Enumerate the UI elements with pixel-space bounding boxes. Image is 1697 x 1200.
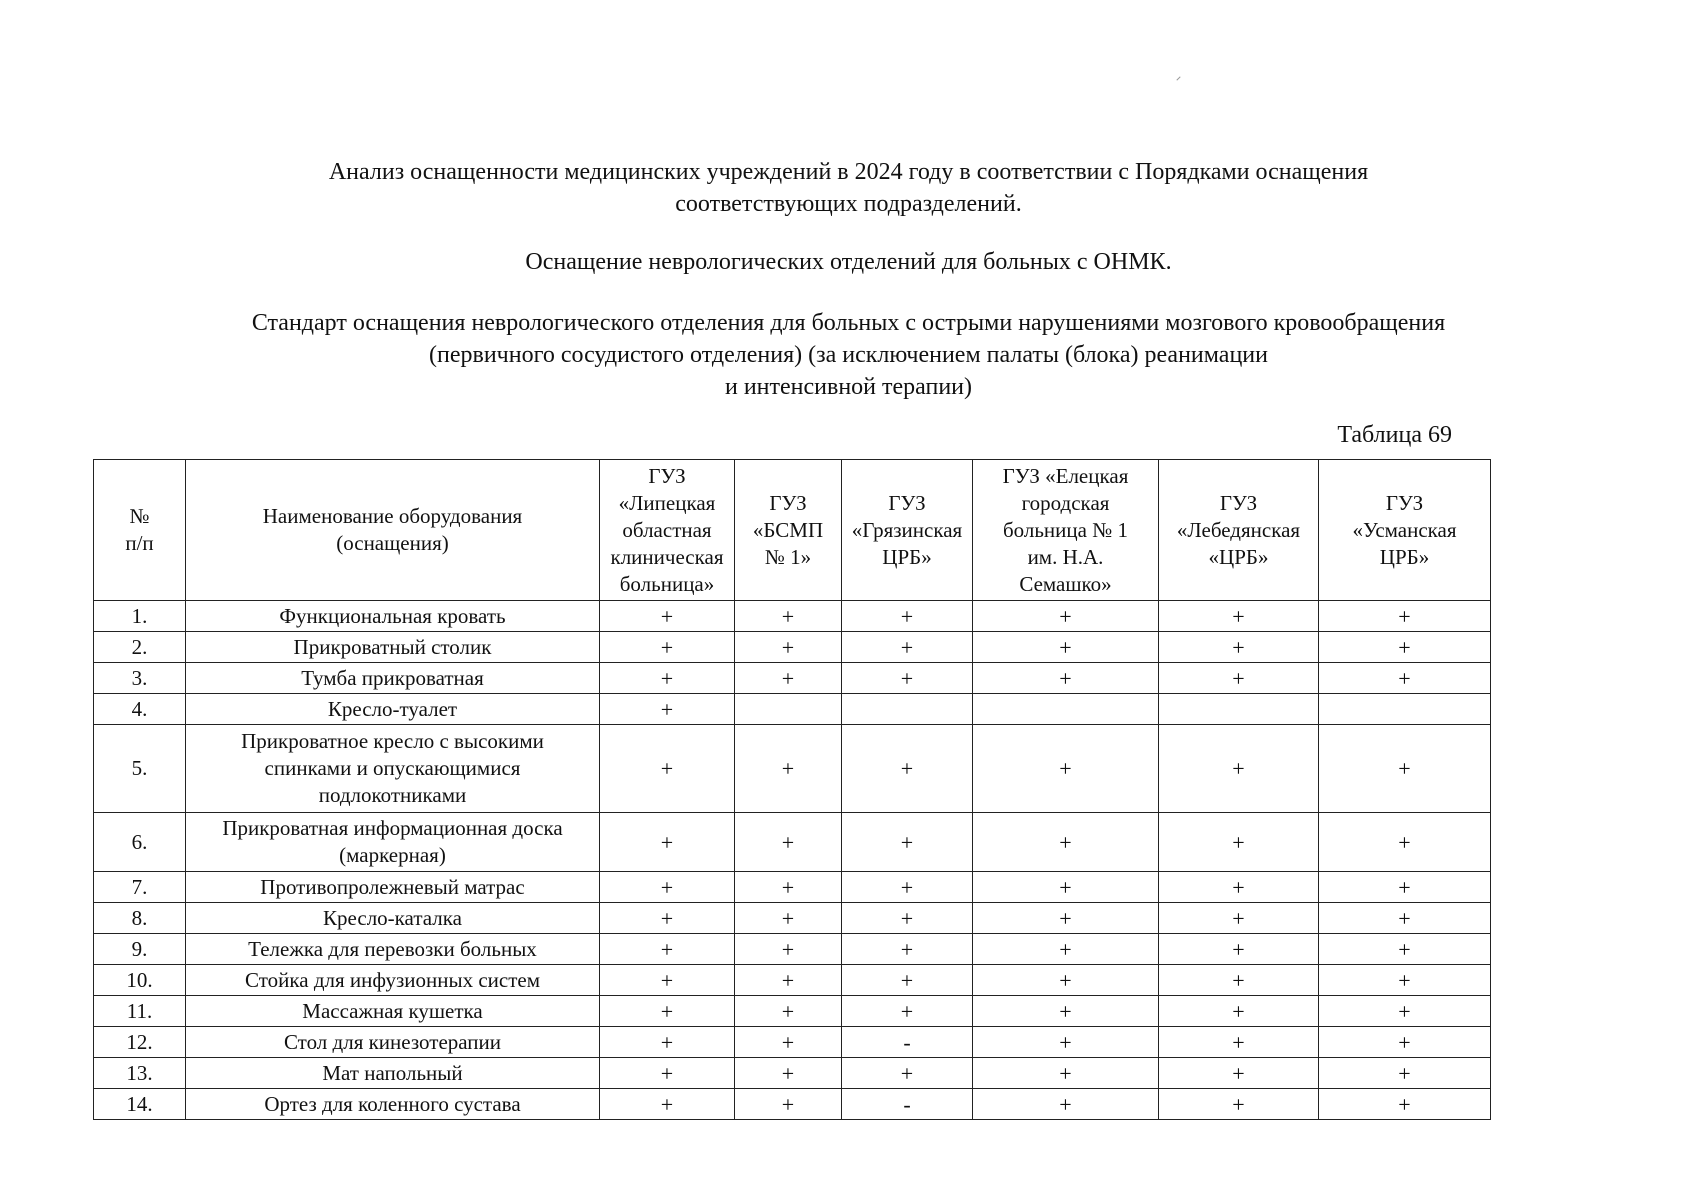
availability-mark: + — [735, 725, 842, 813]
header-h2 — [735, 460, 842, 601]
availability-mark: + — [600, 996, 735, 1027]
availability-mark: + — [842, 601, 973, 632]
row-number: 11. — [94, 996, 186, 1027]
document-subtitle: Оснащение неврологических отделений для больных с ОНМК. — [525, 249, 1172, 275]
equipment-name — [186, 663, 600, 694]
row-number: 10. — [94, 965, 186, 996]
header-line: больница» — [619, 571, 715, 596]
availability-mark: + — [973, 965, 1159, 996]
availability-mark: + — [600, 872, 735, 903]
scan-artifact — [1176, 76, 1180, 80]
availability-mark: + — [1159, 996, 1319, 1027]
availability-mark — [735, 694, 842, 725]
equipment-name-line: Тележка для перевозки больных — [248, 936, 537, 961]
equipment-name — [186, 903, 600, 934]
header-line: городская — [1021, 490, 1110, 515]
equipment-name-line: Стойка для инфузионных систем — [245, 967, 540, 992]
header-line: областная — [622, 517, 712, 542]
table-row — [94, 965, 1491, 996]
availability-mark: + — [1159, 934, 1319, 965]
availability-mark: - — [842, 1027, 973, 1058]
table-row — [94, 872, 1491, 903]
row-number: 9. — [94, 934, 186, 965]
header-line: ГУЗ — [648, 463, 686, 488]
row-number: 8. — [94, 903, 186, 934]
row-number: 5. — [94, 725, 186, 813]
availability-mark: + — [973, 1058, 1159, 1089]
availability-mark: + — [600, 813, 735, 872]
availability-mark: + — [1319, 1089, 1491, 1120]
header-line: ЦРБ» — [882, 544, 932, 569]
header-h5 — [1159, 460, 1319, 601]
availability-mark: + — [1319, 725, 1491, 813]
availability-mark: + — [842, 903, 973, 934]
availability-mark: + — [600, 1089, 735, 1120]
availability-mark: + — [842, 813, 973, 872]
availability-mark — [1159, 694, 1319, 725]
availability-mark: + — [600, 725, 735, 813]
availability-mark: + — [1319, 632, 1491, 663]
availability-mark — [973, 694, 1159, 725]
equipment-name-line: Прикроватный столик — [293, 634, 492, 659]
availability-mark: + — [1159, 813, 1319, 872]
equipment-name — [186, 1089, 600, 1120]
table-row — [94, 601, 1491, 632]
availability-mark: + — [1159, 1058, 1319, 1089]
availability-mark: + — [735, 903, 842, 934]
table-row — [94, 996, 1491, 1027]
equipment-name-line: Прикроватное кресло с высокими — [241, 729, 544, 753]
availability-mark: + — [600, 903, 735, 934]
equipment-name — [186, 813, 600, 872]
equipment-name-line: Ортез для коленного сустава — [264, 1091, 521, 1116]
header-line: ГУЗ — [769, 490, 807, 515]
header-line: «ЦРБ» — [1208, 544, 1269, 569]
availability-mark — [842, 694, 973, 725]
header-line: «Усманская — [1352, 517, 1457, 542]
header-line: ГУЗ «Елецкая — [1002, 463, 1129, 488]
row-number: 3. — [94, 663, 186, 694]
table-row — [94, 903, 1491, 934]
availability-mark: + — [1319, 663, 1491, 694]
availability-mark: + — [735, 632, 842, 663]
availability-mark: + — [1319, 965, 1491, 996]
equipment-name-line: Мат напольный — [322, 1060, 463, 1085]
availability-mark: + — [735, 663, 842, 694]
header-h6 — [1319, 460, 1491, 601]
table-row — [94, 1089, 1491, 1120]
table-label: Таблица 69 — [1337, 422, 1452, 448]
equipment-name — [186, 694, 600, 725]
equipment-name — [186, 601, 600, 632]
availability-mark: + — [735, 601, 842, 632]
equipment-name — [186, 965, 600, 996]
table-row — [94, 632, 1491, 663]
equipment-name — [186, 725, 600, 813]
availability-mark: + — [973, 632, 1159, 663]
availability-mark: + — [1319, 996, 1491, 1027]
availability-mark: + — [600, 1058, 735, 1089]
availability-mark: + — [973, 1027, 1159, 1058]
equipment-name-line: спинками и опускающимися — [264, 756, 521, 780]
document-title — [0, 156, 1697, 220]
availability-mark: + — [1159, 903, 1319, 934]
header-line: п/п — [125, 531, 154, 555]
equipment-name-line: Массажная кушетка — [302, 998, 483, 1023]
availability-mark: + — [1319, 903, 1491, 934]
header-h1 — [600, 460, 735, 601]
availability-mark: + — [1159, 601, 1319, 632]
header-line: «Грязинская — [851, 517, 963, 542]
availability-mark: + — [1159, 872, 1319, 903]
availability-mark: + — [842, 965, 973, 996]
equipment-name — [186, 632, 600, 663]
availability-mark: + — [973, 725, 1159, 813]
equipment-name-line: Противопролежневый матрас — [260, 874, 525, 899]
table-body — [94, 601, 1491, 1120]
equipment-name-line: Тумба прикроватная — [301, 665, 484, 690]
availability-mark: + — [1319, 813, 1491, 872]
availability-mark: + — [1159, 632, 1319, 663]
header-line: № — [129, 504, 150, 528]
availability-mark: + — [735, 1027, 842, 1058]
table-row — [94, 725, 1491, 813]
row-number: 7. — [94, 872, 186, 903]
availability-mark: + — [735, 1089, 842, 1120]
availability-mark: + — [600, 965, 735, 996]
availability-mark: - — [842, 1089, 973, 1120]
table-row — [94, 934, 1491, 965]
availability-mark: + — [973, 1089, 1159, 1120]
table-row — [94, 694, 1491, 725]
availability-mark: + — [1319, 934, 1491, 965]
header-line: Семашко» — [1019, 571, 1112, 596]
header-line: больница № 1 — [1002, 517, 1129, 542]
availability-mark: + — [842, 663, 973, 694]
header-h3 — [842, 460, 973, 601]
row-number: 1. — [94, 601, 186, 632]
header-h4 — [973, 460, 1159, 601]
standard-line-2: (первичного сосудистого отделения) (за исключением палаты (блока) реанимации — [429, 342, 1268, 368]
header-line: ГУЗ — [1385, 490, 1424, 515]
equipment-name-line: Кресло-каталка — [323, 905, 462, 930]
availability-mark: + — [600, 1027, 735, 1058]
header-line: Наименование оборудования — [262, 504, 523, 528]
availability-mark: + — [842, 934, 973, 965]
availability-mark: + — [600, 601, 735, 632]
equipment-name-line: Кресло-туалет — [327, 696, 458, 721]
header-line: «Лебедянская — [1176, 517, 1301, 542]
row-number: 6. — [94, 813, 186, 872]
table-row — [94, 813, 1491, 872]
availability-mark: + — [842, 632, 973, 663]
availability-mark: + — [973, 663, 1159, 694]
availability-mark: + — [842, 1058, 973, 1089]
availability-mark: + — [600, 663, 735, 694]
availability-mark: + — [600, 934, 735, 965]
table-row — [94, 663, 1491, 694]
availability-mark: + — [600, 694, 735, 725]
row-number: 14. — [94, 1089, 186, 1120]
availability-mark: + — [1159, 1089, 1319, 1120]
header-line: им. Н.А. — [1027, 544, 1104, 569]
availability-mark: + — [973, 813, 1159, 872]
header-line: (оснащения) — [336, 531, 449, 555]
row-number: 12. — [94, 1027, 186, 1058]
equipment-name-line: Функциональная кровать — [279, 603, 506, 628]
row-number: 2. — [94, 632, 186, 663]
equipment-name — [186, 872, 600, 903]
availability-mark: + — [973, 601, 1159, 632]
header-name — [186, 460, 600, 601]
availability-mark: + — [973, 903, 1159, 934]
availability-mark: + — [1159, 663, 1319, 694]
availability-mark: + — [973, 872, 1159, 903]
availability-mark: + — [735, 1058, 842, 1089]
availability-mark: + — [735, 934, 842, 965]
availability-mark: + — [735, 965, 842, 996]
standard-heading — [0, 307, 1697, 403]
equipment-name — [186, 1027, 600, 1058]
equipment-name-line: подлокотниками — [318, 783, 467, 807]
availability-mark: + — [600, 632, 735, 663]
header-line: клиническая — [610, 544, 724, 569]
equipment-table — [93, 459, 1491, 1120]
availability-mark: + — [1319, 872, 1491, 903]
header-line: «БСМП — [752, 517, 824, 542]
header-line: ГУЗ — [1219, 490, 1258, 515]
availability-mark: + — [1159, 965, 1319, 996]
availability-mark: + — [1319, 1058, 1491, 1089]
header-num — [94, 460, 186, 601]
availability-mark: + — [735, 813, 842, 872]
availability-mark: + — [842, 872, 973, 903]
header-line: ЦРБ» — [1379, 544, 1430, 569]
table-row — [94, 1027, 1491, 1058]
availability-mark: + — [973, 996, 1159, 1027]
header-line: «Липецкая — [618, 490, 716, 515]
table-header-row — [94, 460, 1491, 601]
availability-mark: + — [1319, 1027, 1491, 1058]
availability-mark: + — [842, 725, 973, 813]
equipment-name — [186, 1058, 600, 1089]
availability-mark: + — [973, 934, 1159, 965]
title-line-2: соответствующих подразделений. — [675, 191, 1022, 217]
equipment-name-line: Стол для кинезотерапии — [283, 1029, 502, 1054]
standard-line-3: и интенсивной терапии) — [724, 374, 973, 400]
availability-mark: + — [735, 996, 842, 1027]
title-line-1: Анализ оснащенности медицинских учреждений в 2024 году в соответствии с Порядками оснащения — [328, 159, 1369, 185]
availability-mark: + — [735, 872, 842, 903]
availability-mark: + — [1159, 1027, 1319, 1058]
table-row — [94, 1058, 1491, 1089]
row-number: 4. — [94, 694, 186, 725]
equipment-name-line: Прикроватная информационная доска — [222, 816, 563, 840]
equipment-name — [186, 996, 600, 1027]
header-line: № 1» — [764, 544, 812, 569]
equipment-name — [186, 934, 600, 965]
standard-line-1: Стандарт оснащения неврологического отделения для больных с острыми нарушениями мозгового кровообращения — [251, 310, 1446, 336]
row-number: 13. — [94, 1058, 186, 1089]
availability-mark: + — [1319, 601, 1491, 632]
availability-mark: + — [1159, 725, 1319, 813]
header-line: ГУЗ — [888, 490, 926, 515]
equipment-name-line: (маркерная) — [339, 843, 446, 867]
availability-mark — [1319, 694, 1491, 725]
availability-mark: + — [842, 996, 973, 1027]
